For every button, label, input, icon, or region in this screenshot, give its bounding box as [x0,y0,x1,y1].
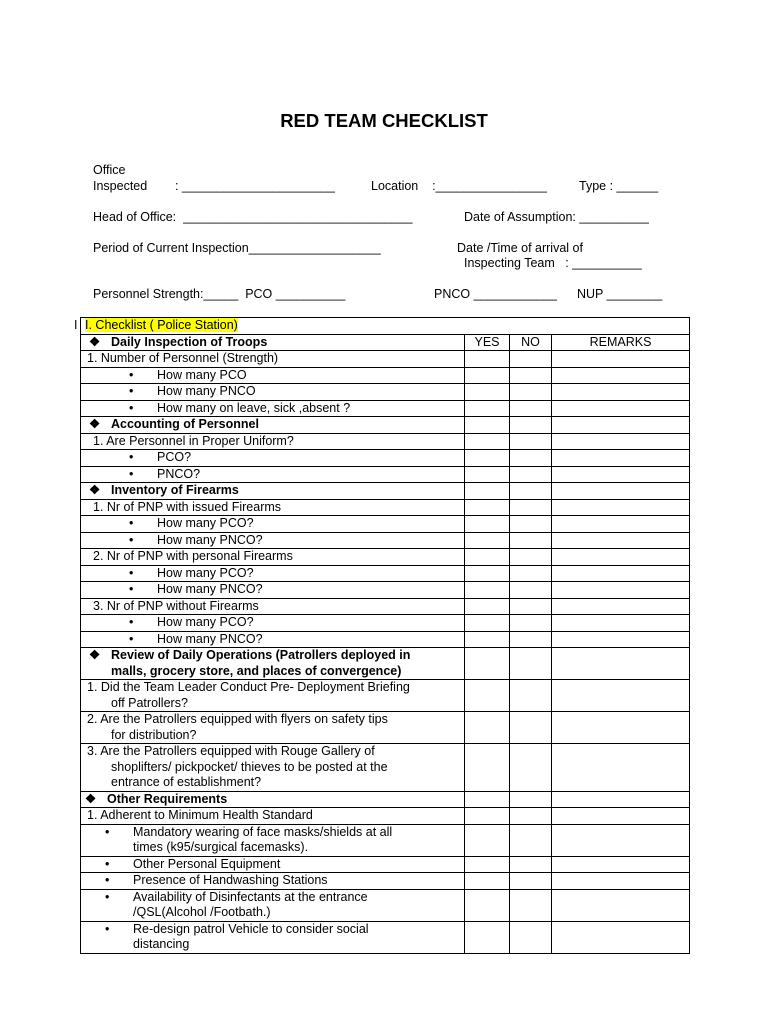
item-cell [81,532,465,549]
yes-cell[interactable] [465,450,510,467]
no-cell[interactable] [510,450,552,467]
remarks-cell[interactable] [552,499,690,516]
remarks-cell[interactable] [552,532,690,549]
diamond-bullet-icon: ❖ [89,417,101,431]
no-cell[interactable] [510,856,552,873]
item-cell [81,367,465,384]
item-label: PNCO? [157,466,201,481]
yes-cell[interactable] [465,549,510,566]
no-cell[interactable] [510,873,552,890]
remarks-cell[interactable] [552,921,690,953]
table-row [81,417,690,434]
question-cell: 2. Nr of PNP with personal Firearms [81,549,465,566]
question-line: 1. Did the Team Leader Conduct Pre- Deployment Briefing [87,680,410,694]
item-label: Availability of Disinfectants at the entrance [133,889,368,904]
yes-cell[interactable] [465,598,510,615]
table-row [81,334,690,351]
no-cell[interactable] [510,483,552,500]
table-row [81,791,690,808]
no-cell[interactable] [510,808,552,825]
table-row [81,631,690,648]
yes-cell[interactable] [465,824,510,856]
yes-cell[interactable] [465,582,510,599]
no-cell[interactable] [510,889,552,921]
item-label: Mandatory wearing of face masks/shields at all [133,824,393,839]
table-row [81,450,690,467]
remarks-cell[interactable] [552,856,690,873]
bullet-icon: • [105,856,110,871]
category-title: Review of Daily Operations (Patrollers deployed in [111,648,411,662]
page-title: RED TEAM CHECKLIST [280,110,488,131]
category-title-cont: malls, grocery store, and places of convergence) [111,663,402,678]
item-label: /QSL(Alcohol /Footbath.) [133,905,271,919]
personnel-strength-field: Personnel Strength:_____ PCO __________ [93,287,346,301]
item-cell [81,565,465,582]
remarks-cell[interactable] [552,466,690,483]
location-field: Location :________________ [371,179,547,193]
item-cell [81,824,465,856]
yes-cell[interactable] [465,856,510,873]
bullet-icon: • [129,615,134,629]
yes-cell[interactable] [465,351,510,368]
item-cell [81,450,465,467]
remarks-cell[interactable] [552,648,690,680]
item-label: How many PNCO? [157,532,263,547]
table-row [81,598,690,615]
question-line: 2. Are the Patrollers equipped with flyers on safety tips [87,712,388,726]
yes-cell[interactable] [465,791,510,808]
no-cell[interactable] [510,400,552,417]
item-label: How many PNCO [157,384,256,398]
yes-cell[interactable] [465,565,510,582]
question-cell: 1. Adherent to Minimum Health Standard [81,808,465,825]
bullet-icon: • [105,921,110,936]
remarks-cell[interactable] [552,351,690,368]
no-cell[interactable] [510,824,552,856]
no-cell[interactable] [510,565,552,582]
bullet-icon: • [129,466,134,481]
no-cell[interactable] [510,433,552,450]
question-line: for distribution? [111,727,197,742]
category-title: Inventory of Firearms [111,483,239,497]
item-label: Re-design patrol Vehicle to consider social [133,921,369,936]
table-row [81,384,690,401]
item-label: distancing [133,937,190,951]
no-cell[interactable] [510,680,552,712]
question-cell [81,680,465,712]
remarks-cell[interactable] [552,712,690,744]
bullet-icon: • [105,889,110,904]
remarks-cell[interactable] [552,791,690,808]
table-row [81,483,690,500]
question-line: entrance of establishment? [111,775,262,789]
remarks-cell[interactable] [552,516,690,533]
bullet-icon: • [129,532,134,547]
item-cell [81,615,465,632]
yes-cell[interactable] [465,483,510,500]
remarks-cell[interactable] [552,889,690,921]
table-row [81,532,690,549]
remarks-cell[interactable] [552,744,690,792]
remarks-cell[interactable] [552,549,690,566]
remarks-cell[interactable] [552,598,690,615]
diamond-bullet-icon: ❖ [89,648,101,662]
table-row [81,856,690,873]
yes-cell[interactable] [465,631,510,648]
item-label: Other Personal Equipment [133,856,281,871]
diamond-bullet-icon: ❖ [89,483,101,497]
remarks-cell[interactable] [552,808,690,825]
remarks-cell[interactable] [552,680,690,712]
column-header-yes: YES [465,334,510,351]
question-line: 3. Are the Patrollers equipped with Rouge Gallery of [87,744,375,758]
yes-cell[interactable] [465,648,510,680]
item-label: How many PCO? [157,516,254,530]
item-label: How many PNCO? [157,631,263,646]
column-header-remarks: REMARKS [552,334,690,351]
table-row [81,582,690,599]
remarks-cell[interactable] [552,367,690,384]
no-cell[interactable] [510,516,552,533]
bullet-icon: • [129,565,134,580]
table-row [81,873,690,890]
remarks-cell[interactable] [552,400,690,417]
remarks-cell[interactable] [552,384,690,401]
question-cell: 1. Are Personnel in Proper Uniform? [81,433,465,450]
yes-cell[interactable] [465,433,510,450]
no-cell[interactable] [510,631,552,648]
yes-cell[interactable] [465,712,510,744]
item-label: times (k95/surgical facemasks). [133,840,309,854]
yes-cell[interactable] [465,417,510,434]
yes-cell[interactable] [465,532,510,549]
table-row [81,889,690,921]
remarks-cell[interactable] [552,483,690,500]
arrival-label: Date /Time of arrival of [457,241,583,255]
section-title: I. Checklist ( Police Station) [85,318,238,332]
inspecting-team-field: Inspecting Team : __________ [464,256,642,270]
no-cell[interactable] [510,791,552,808]
no-cell[interactable] [510,384,552,401]
category-title: Other Requirements [107,791,228,806]
question-cell: 1. Number of Personnel (Strength) [81,351,465,368]
column-header-no: NO [510,334,552,351]
remarks-cell[interactable] [552,615,690,632]
yes-cell[interactable] [465,367,510,384]
item-label: How many PCO? [157,565,254,580]
table-row [81,615,690,632]
table-row [81,565,690,582]
remarks-cell[interactable] [552,417,690,434]
no-cell[interactable] [510,648,552,680]
bullet-icon: • [129,582,134,596]
no-cell[interactable] [510,712,552,744]
yes-cell[interactable] [465,921,510,953]
table-row [81,712,690,744]
remarks-cell[interactable] [552,582,690,599]
table-row [81,680,690,712]
pnco-field: PNCO ____________ [434,287,558,301]
table-row [81,466,690,483]
category-cell [81,417,465,434]
yes-cell[interactable] [465,615,510,632]
remarks-cell[interactable] [552,824,690,856]
no-cell[interactable] [510,598,552,615]
remarks-cell[interactable] [552,450,690,467]
question-cell: 3. Nr of PNP without Firearms [81,598,465,615]
no-cell[interactable] [510,417,552,434]
item-cell [81,889,465,921]
item-label: PCO? [157,450,192,464]
table-row [81,744,690,792]
table-row [81,549,690,566]
category-cell [81,791,465,808]
bullet-icon: • [129,384,134,398]
table-row [81,433,690,450]
item-cell [81,873,465,890]
remarks-cell[interactable] [552,433,690,450]
margin-marker: I [74,318,78,332]
office-label: Office [93,163,126,177]
bullet-icon: • [129,631,134,646]
table-row [81,400,690,417]
date-of-assumption-field: Date of Assumption: __________ [464,210,649,224]
no-cell[interactable] [510,549,552,566]
nup-field: NUP ________ [577,287,663,301]
no-cell[interactable] [510,532,552,549]
period-field: Period of Current Inspection___________________ [93,241,381,255]
bullet-icon: • [129,450,134,464]
head-of-office-field: Head of Office: _________________________________ [93,210,413,224]
section-header-cell [81,318,690,335]
type-field: Type : ______ [579,179,659,193]
bullet-icon: • [129,367,134,382]
yes-cell[interactable] [465,400,510,417]
bullet-icon: • [105,873,110,887]
question-line: off Patrollers? [111,695,188,710]
remarks-cell[interactable] [552,631,690,648]
question-line: shoplifters/ pickpocket/ thieves to be posted at the [111,759,388,774]
bullet-icon: • [105,824,110,839]
category-cell [81,334,465,351]
table-row [81,367,690,384]
office-inspected-field: Inspected : ______________________ [93,179,335,193]
item-label: How many on leave, sick ,absent ? [157,400,351,415]
item-label: How many PCO [157,367,247,382]
bullet-icon: • [129,516,134,530]
bullet-icon: • [129,400,134,415]
category-cell [81,483,465,500]
yes-cell[interactable] [465,680,510,712]
table-row [81,516,690,533]
item-cell [81,631,465,648]
remarks-cell[interactable] [552,565,690,582]
table-row [81,351,690,368]
category-cell [81,648,465,680]
no-cell[interactable] [510,367,552,384]
item-label: How many PNCO? [157,582,263,596]
yes-cell[interactable] [465,499,510,516]
category-title: Accounting of Personnel [111,417,259,431]
question-cell [81,712,465,744]
diamond-bullet-icon: ❖ [89,334,101,349]
no-cell[interactable] [510,499,552,516]
no-cell[interactable] [510,615,552,632]
remarks-cell[interactable] [552,873,690,890]
item-cell [81,856,465,873]
item-label: How many PCO? [157,615,254,629]
table-row [81,648,690,680]
question-cell [81,744,465,792]
no-cell[interactable] [510,351,552,368]
yes-cell[interactable] [465,384,510,401]
diamond-bullet-icon: ❖ [85,791,97,806]
checklist-table [80,317,690,954]
yes-cell[interactable] [465,466,510,483]
yes-cell[interactable] [465,516,510,533]
table-row [81,318,690,335]
no-cell[interactable] [510,466,552,483]
yes-cell[interactable] [465,808,510,825]
no-cell[interactable] [510,921,552,953]
category-title: Daily Inspection of Troops [111,334,268,349]
yes-cell[interactable] [465,744,510,792]
yes-cell[interactable] [465,873,510,890]
question-cell: 1. Nr of PNP with issued Firearms [81,499,465,516]
no-cell[interactable] [510,582,552,599]
table-row [81,499,690,516]
table-row [81,921,690,953]
item-cell [81,921,465,953]
item-cell [81,384,465,401]
item-cell [81,516,465,533]
item-cell [81,466,465,483]
table-row [81,824,690,856]
no-cell[interactable] [510,744,552,792]
item-label: Presence of Handwashing Stations [133,873,328,887]
table-row [81,808,690,825]
yes-cell[interactable] [465,889,510,921]
item-cell [81,400,465,417]
item-cell [81,582,465,599]
